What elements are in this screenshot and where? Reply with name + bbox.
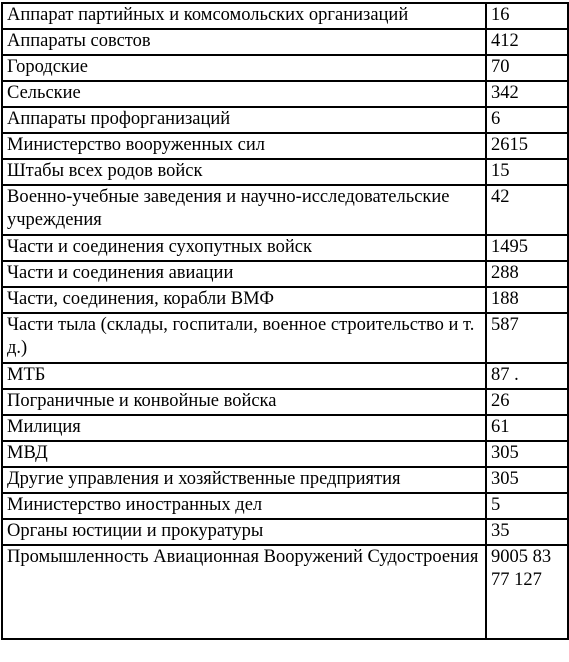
- row-label: Министерство вооруженных сил: [2, 133, 486, 159]
- row-label: Промышленность Авиационная Вооружений Судостроения: [2, 545, 486, 639]
- row-value: 15: [486, 159, 568, 185]
- row-value: 412: [486, 29, 568, 55]
- row-value: 42: [486, 185, 568, 235]
- row-label: Части и соединения авиации: [2, 261, 486, 287]
- table-row: [2, 415, 568, 441]
- table-row: [2, 441, 568, 467]
- table-row: [2, 29, 568, 55]
- row-value: 2615: [486, 133, 568, 159]
- table-row: [2, 81, 568, 107]
- row-value: 87 .: [486, 363, 568, 389]
- row-label: Органы юстиции и прокуратуры: [2, 519, 486, 545]
- table-row: [2, 467, 568, 493]
- row-label: Части тыла (склады, госпитали, военное строительство и т. д.): [2, 313, 486, 363]
- row-label: Другие управления и хозяйственные предприятия: [2, 467, 486, 493]
- row-value: 9005 83 77 127: [486, 545, 568, 639]
- row-label: Городские: [2, 55, 486, 81]
- table-row: [2, 235, 568, 261]
- row-value: 188: [486, 287, 568, 313]
- table-row: [2, 185, 568, 235]
- table-row: [2, 287, 568, 313]
- row-value: 1495: [486, 235, 568, 261]
- row-label: Военно-учебные заведения и научно-исследовательские учреждения: [2, 185, 486, 235]
- row-value: 342: [486, 81, 568, 107]
- row-label: Штабы всех родов войск: [2, 159, 486, 185]
- row-value: 587: [486, 313, 568, 363]
- row-value: 16: [486, 3, 568, 29]
- table-row: [2, 389, 568, 415]
- row-label: МТБ: [2, 363, 486, 389]
- row-value: 305: [486, 467, 568, 493]
- table-row: [2, 107, 568, 133]
- table-row: [2, 133, 568, 159]
- row-label: Аппараты совстов: [2, 29, 486, 55]
- row-value: 5: [486, 493, 568, 519]
- row-value: 70: [486, 55, 568, 81]
- row-label: Сельские: [2, 81, 486, 107]
- row-value: 288: [486, 261, 568, 287]
- data-table: [1, 2, 569, 640]
- table-row: [2, 313, 568, 363]
- table-row: [2, 3, 568, 29]
- row-value: 35: [486, 519, 568, 545]
- row-label: Министерство иностранных дел: [2, 493, 486, 519]
- row-label: Части и соединения сухопутных войск: [2, 235, 486, 261]
- row-value: 6: [486, 107, 568, 133]
- row-label: Милиция: [2, 415, 486, 441]
- row-label: Части, соединения, корабли ВМФ: [2, 287, 486, 313]
- table-row: [2, 493, 568, 519]
- table-row: [2, 519, 568, 545]
- table-row: [2, 545, 568, 639]
- table-row: [2, 363, 568, 389]
- row-value: 305: [486, 441, 568, 467]
- row-label: Аппараты профорганизаций: [2, 107, 486, 133]
- row-value: 26: [486, 389, 568, 415]
- row-label: МВД: [2, 441, 486, 467]
- row-label: Аппарат партийных и комсомольских организаций: [2, 3, 486, 29]
- table-row: [2, 261, 568, 287]
- table-row: [2, 159, 568, 185]
- row-label: Пограничные и конвойные войска: [2, 389, 486, 415]
- row-value: 61: [486, 415, 568, 441]
- table-row: [2, 55, 568, 81]
